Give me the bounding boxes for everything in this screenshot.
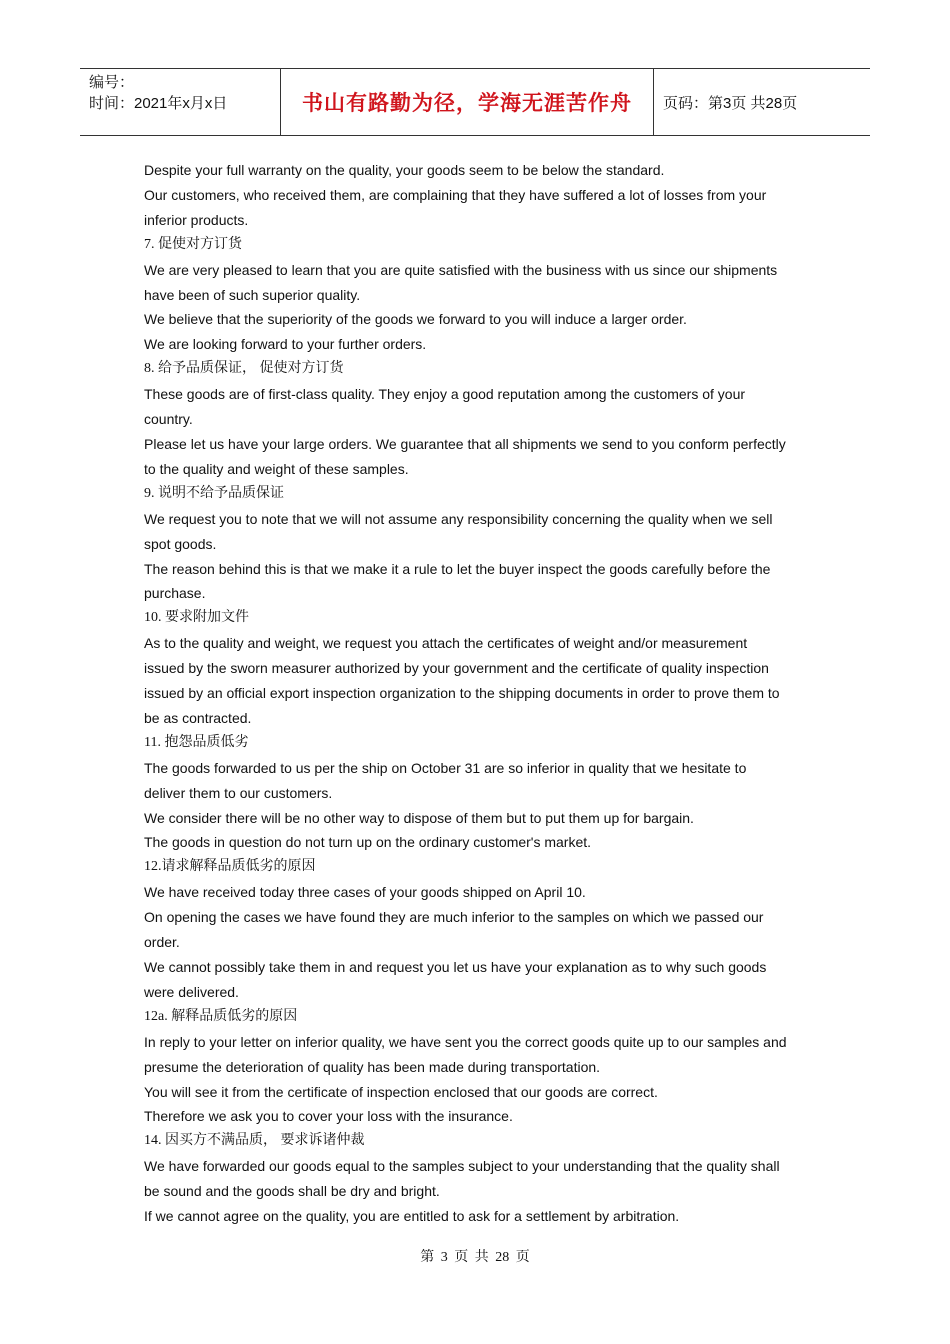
body-text-line: purchase. — [144, 585, 206, 602]
header-motto-cell — [281, 69, 654, 135]
header-page-cell — [654, 69, 870, 135]
body-text-line: Despite your full warranty on the quality, your goods seem to be below the standard. — [144, 162, 665, 178]
body-text-line: were delivered. — [144, 983, 239, 1000]
section-heading: 7. 促使对方订货 — [144, 236, 242, 252]
body-text-line: As to the quality and weight, we request you attach the certificates of weight and/or measurement — [144, 635, 748, 652]
body-text-line: We believe that the superiority of the goods we forward to you will induce a larger order. — [144, 311, 687, 328]
body-text-line: The reason behind this is that we make it a rule to let the buyer inspect the goods carefully before the — [144, 560, 771, 577]
section-heading: 11. 抱怨品质低劣 — [144, 734, 249, 750]
section-heading: 12.请求解释品质低劣的原因 — [144, 859, 316, 875]
header-motto: 书山有路勤为径，学海无涯苦作舟 — [302, 92, 632, 115]
page-footer — [0, 1246, 950, 1266]
footer-page-number: 第 3 页 共 28 页 — [420, 1250, 530, 1265]
section-heading: 12a. 解释品质低劣的原因 — [144, 1008, 298, 1024]
body-text-line: presume the deterioration of quality has been made during transportation. — [144, 1058, 601, 1075]
page-header — [80, 68, 870, 136]
body-text-line: We have received today three cases of your goods shipped on April 10. — [144, 884, 586, 901]
body-text-line: We consider there will be no other way to dispose of them but to put them up for bargain. — [144, 809, 694, 826]
body-text-line: Our customers, who received them, are complaining that they have suffered a lot of losses from your — [144, 186, 767, 203]
document-time-label: 时间：2021年x月x日 — [89, 95, 228, 112]
body-text-line: We have forwarded our goods equal to the samples subject to your understanding that the quality shall — [144, 1158, 780, 1175]
section-heading: 14. 因买方不满品质， 要求诉诸仲裁 — [144, 1133, 365, 1149]
document-body — [144, 158, 814, 1229]
section-heading: 8. 给予品质保证， 促使对方订货 — [144, 361, 344, 377]
body-text-line: In reply to your letter on inferior quality, we have sent you the correct goods quite up to our samples and — [144, 1033, 787, 1050]
body-text-line: have been of such superior quality. — [144, 286, 361, 303]
body-text-line: If we cannot agree on the quality, you are entitled to ask for a settlement by arbitration. — [144, 1208, 680, 1225]
body-text-line: The goods forwarded to us per the ship on October 31 are so inferior in quality that we hesitate to — [144, 759, 747, 776]
body-text-line: We request you to note that we will not assume any responsibility concerning the quality when we sell — [144, 510, 773, 527]
body-text-line: Therefore we ask you to cover your loss with the insurance. — [144, 1108, 513, 1125]
body-text-line: be sound and the goods shall be dry and bright. — [144, 1183, 440, 1200]
body-text-line: These goods are of first-class quality. They enjoy a good reputation among the customers of your — [144, 386, 746, 403]
body-text-line: issued by an official export inspection organization to the shipping documents in order to prove them to — [144, 685, 780, 702]
body-text-line: We cannot possibly take them in and request you let us have your explanation as to why such goods — [144, 959, 767, 975]
body-text-line: On opening the cases we have found they are much inferior to the samples on which we passed our — [144, 909, 764, 926]
body-text-line: issued by the sworn measurer authorized by your government and the certificate of quality inspection — [144, 660, 769, 677]
body-text-line: Please let us have your large orders. We guarantee that all shipments we send to you conform perfectly — [144, 435, 786, 452]
body-text-line: You will see it from the certificate of inspection enclosed that our goods are correct. — [144, 1083, 658, 1100]
body-text-line: We are looking forward to your further orders. — [144, 336, 427, 353]
body-text-line: order. — [144, 934, 180, 951]
body-text-line: spot goods. — [144, 535, 217, 552]
body-text-line: deliver them to our customers. — [144, 784, 333, 801]
body-text-line: inferior products. — [144, 211, 249, 228]
section-heading: 10. 要求附加文件 — [144, 610, 249, 626]
header-page-info: 页码：第3页 共28页 — [663, 94, 798, 112]
document-number-label: 编号： — [89, 74, 135, 91]
body-text-line: We are very pleased to learn that you are quite satisfied with the business with us since our shipments — [144, 261, 778, 278]
body-text-line: be as contracted. — [144, 709, 252, 726]
body-text-line: The goods in question do not turn up on the ordinary customer's market. — [144, 834, 592, 851]
header-meta — [80, 69, 281, 135]
section-heading: 9. 说明不给予品质保证 — [144, 485, 284, 501]
body-text-line: country. — [144, 411, 193, 428]
body-text-line: to the quality and weight of these samples. — [144, 460, 409, 477]
